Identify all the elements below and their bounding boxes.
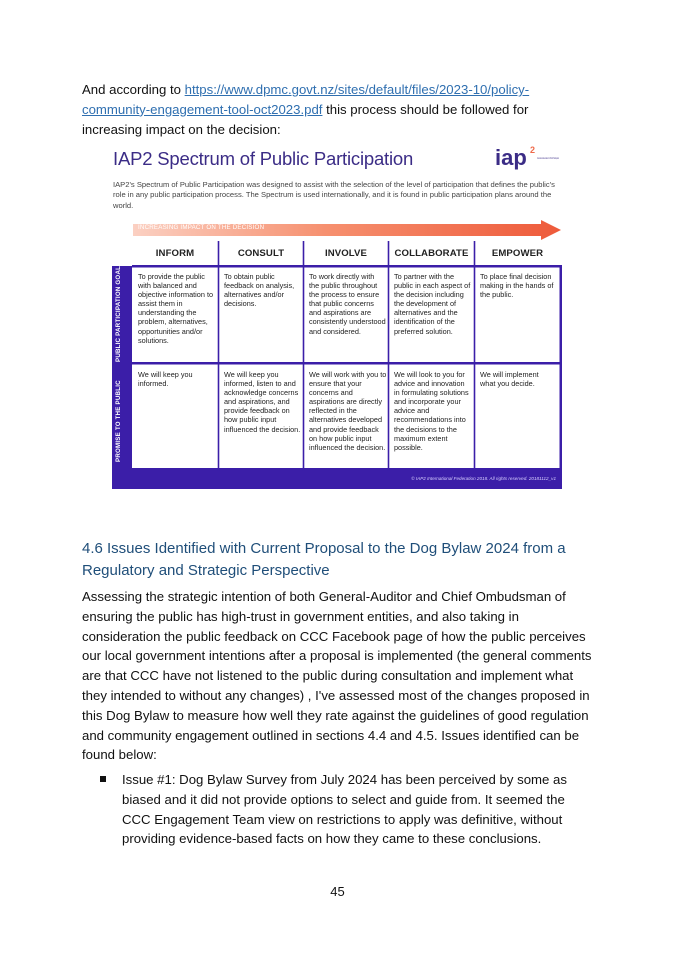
dpmc-policy-link[interactable]: https://www.dpmc.govt.nz/sites/default/files/2023-10/policy-community-engagement-tool-oct2023.pdf: [82, 82, 530, 117]
figure-title: IAP2 Spectrum of Public Participation: [113, 148, 414, 169]
page-number: 45: [330, 884, 345, 899]
goal-collaborate: To partner with the public in each aspect of the decision including the development of alternatives and the identification of the preferred solution.: [394, 272, 471, 336]
issues-list: [100, 770, 580, 849]
logo-text: iap: [495, 145, 527, 170]
promise-collaborate: We will look to you for advice and innovation in formulating solutions and incorporate your advice and recommendations into the decisions to the maximum extent possible.: [394, 370, 469, 452]
square-bullet-icon: [100, 776, 106, 782]
goal-inform: To provide the public with balanced and objective information to assist them in understanding the problem, alternatives, opportunities and/or solutions.: [138, 272, 214, 345]
column-consult: CONSULT: [237, 248, 285, 259]
promise-involve: We will work with you to ensure that your concerns and aspirations are directly reflected in the alternatives developed and provide feedback on how public input influenced the decision.: [309, 370, 387, 452]
promise-consult: We will keep you informed, listen to and acknowledge concerns and aspirations, and provide feedback on how public input influenced the decision.: [224, 370, 301, 434]
intro-text-after: this process should be followed for increasing impact on the decision:: [82, 101, 529, 137]
intro-text-before: And according to: [82, 82, 185, 97]
list-item: [100, 770, 580, 849]
goal-empower: To place final decision making in the hands of the public.: [480, 272, 554, 300]
iap2-logo: [495, 144, 592, 172]
figure-copyright: © IAP2 International Federation 2018. All rights reserved. 20181112_v1: [411, 476, 556, 481]
arrow-label: INCREASING IMPACT ON THE DECISION: [138, 224, 265, 231]
goal-involve: To work directly with the public throughout the process to ensure that public concerns and aspirations are consistently understood and considered.: [309, 272, 386, 336]
intro-paragraph: [82, 80, 592, 139]
issue-1-text: Issue #1: Dog Bylaw Survey from July 2024 has been perceived by some as biased and it did not provide options to select and guide from. It seemed the CCC Engagement Team view on restrictions to apply was definitive, without providing evidence-based facts on how they came to these conclusions.: [122, 772, 567, 847]
column-collaborate: COLLABORATE: [394, 248, 469, 259]
goal-consult: To obtain public feedback on analysis, alternatives and/or decisions.: [224, 272, 295, 309]
iap2-spectrum-figure: IAP2 Spectrum of Public Participation iap 2 International Association for Public Participation IAP2's Spectrum of Public Participation was designed to assist with the selection of the level of participation that defines the public's role in any public participation process. The Spectrum is used internationally, and it is found in public participation plans around the world. INCREASING IMPACT ON THE DECISION INFORM CONSULT INVOLVE COLLABORATE EMPOWER PUBLIC PARTICIPATION GOAL PROMISE TO THE PUBLIC To provide the public with balanced and objective information to assist them in understanding the problem, alternatives, opportunities and/or solutions. To obtain public feedback on analysis, alternatives and/or decisions. To work directly with the public throughout the process to ensure that public concerns and aspirations are consistently understood and considered. To partner with the public in each aspect of the decision including the development of alternatives and the identification of the preferred solution. To place final decision making in the hands of the public. We will keep you informed. We will keep you informed, listen to and acknowledge concerns and aspirations, and provide feedback on how public input influenced the decision. We will work with you to ensure that your concerns and aspirations are directly reflected in the alternatives developed and provide feedback on how public input influenced the decision. We will look to you for advice and innovation in formulating solutions and incorporate your advice and recommendations into the decisions to the maximum extent possible. We will implement what you decide. © IAP2 International Federation 2018. All rights reserved. 20181112_v1: [112, 140, 564, 492]
column-inform: INFORM: [155, 248, 195, 259]
column-involve: INVOLVE: [324, 248, 368, 259]
section-heading: 4.6 Issues Identified with Current Proposal to the Dog Bylaw 2024 from a Regulatory and Strategic Perspective: [82, 540, 566, 579]
promise-empower: We will implement what you decide.: [480, 370, 539, 389]
figure-description: IAP2's Spectrum of Public Participation was designed to assist with the selection of the level of participation that defines the public's role in any public participation process. The Spectrum is used internationally, and it is found in public participation plans around the world.: [113, 180, 555, 210]
promise-inform: We will keep you informed.: [138, 370, 193, 389]
logo-superscript: 2: [530, 145, 536, 155]
column-empower: EMPOWER: [491, 248, 544, 259]
logo-tagline: International Association for Public Participation: [537, 157, 592, 160]
section-body: Assessing the strategic intention of both General-Auditor and Chief Ombudsman of ensuring the public has high-trust in government entities, and also taking in consideration the public feedback on CCC Facebook page of how the public perceives our local government intentions after a proposal is implemented (the general comments are that CCC have not listened to the public during consultation and implement what they intended to without any changes) , I've assessed most of the changes proposed in this Dog Bylaw to measure how well they rate against the guidelines of good regulation and community engagement outlined in sections 4.4 and 4.5. Issues identified can be found below:: [82, 589, 592, 763]
